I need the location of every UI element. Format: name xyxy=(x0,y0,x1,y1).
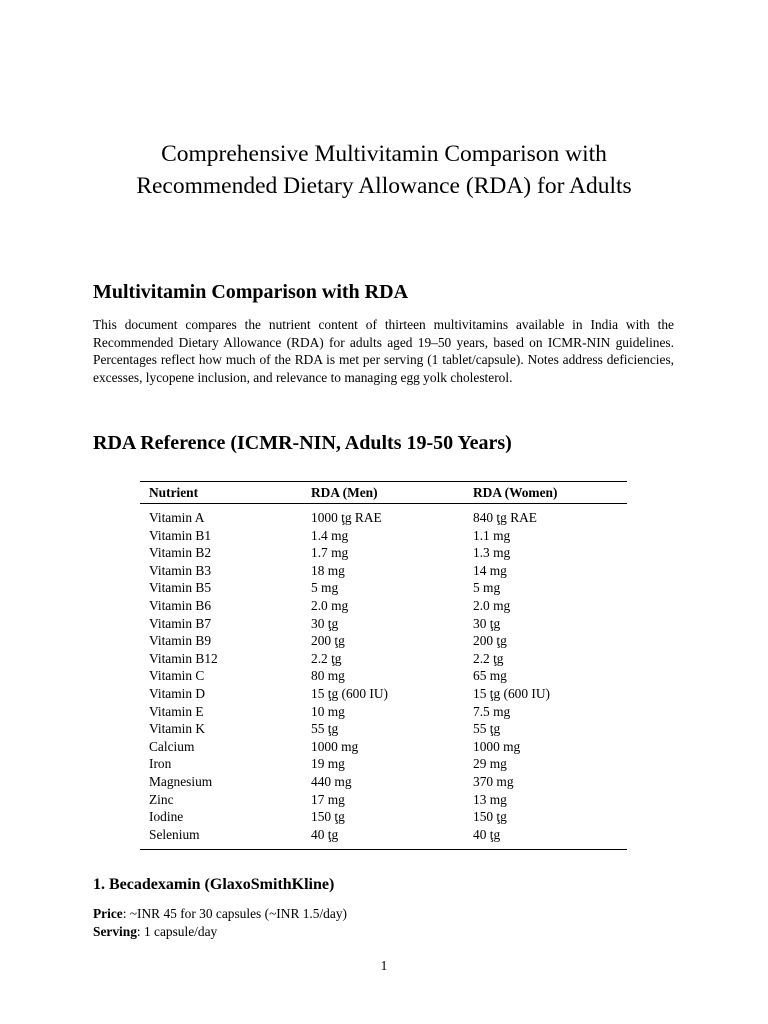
rda-men-cell: 1000 ţg RAE xyxy=(311,510,382,525)
serving-value: : 1 capsule/day xyxy=(136,923,218,939)
rda-men-cell: 10 mg xyxy=(311,703,345,719)
nutrient-cell: Vitamin B2 xyxy=(149,545,212,561)
table-row xyxy=(140,597,627,615)
nutrient-cell: Vitamin E xyxy=(149,703,204,719)
intro-paragraph: This document compares the nutrient content of thirteen multivitamins available in India with the Recommended Dietary Allowance (RDA) for adults aged 19–50 years, based on ICMR-NIN guidelines. Percentages reflect how much of the RDA is met per serving (1 tablet/capsule). Notes address deficiencies, excesses, lycopene inclusion, and relevance to managing egg yolk cholesterol. xyxy=(93,317,674,385)
nutrient-cell: Iodine xyxy=(149,809,184,825)
table-row xyxy=(140,667,627,685)
table-row xyxy=(140,826,627,850)
rda-women-cell: 15 ţg (600 IU) xyxy=(473,685,550,701)
section-heading-rda-reference: RDA Reference (ICMR-NIN, Adults 19-50 Years) xyxy=(93,432,512,454)
table-row xyxy=(140,755,627,773)
rda-men-cell: 2.2 ţg xyxy=(311,650,342,666)
rda-men-cell: 15 ţg (600 IU) xyxy=(311,685,388,701)
price-value: : ~INR 45 for 30 capsules (~INR 1.5/day) xyxy=(122,906,347,921)
rda-men-cell: 1000 mg xyxy=(311,738,359,754)
rda-women-cell: 65 mg xyxy=(473,668,507,684)
rda-men-cell: 2.0 mg xyxy=(311,597,349,613)
rda-men-cell: 1.7 mg xyxy=(311,545,349,561)
table-row xyxy=(140,808,627,826)
product-heading-becadexamin: 1. Becadexamin (GlaxoSmithKline) xyxy=(93,876,335,893)
serving-label: Serving xyxy=(93,923,137,939)
table-row xyxy=(140,738,627,756)
nutrient-cell: Vitamin B5 xyxy=(149,580,212,596)
table-row xyxy=(140,504,627,527)
rda-women-cell: 840 ţg RAE xyxy=(473,510,537,525)
table-row xyxy=(140,703,627,721)
table-row xyxy=(140,685,627,703)
table-row xyxy=(140,579,627,597)
rda-women-cell: 1.3 mg xyxy=(473,545,511,561)
rda-women-cell: 5 mg xyxy=(473,580,501,596)
rda-men-cell: 80 mg xyxy=(311,668,345,684)
document-title xyxy=(60,138,708,202)
nutrient-cell: Vitamin K xyxy=(149,721,206,737)
rda-women-cell: 55 ţg xyxy=(473,721,501,737)
rda-women-cell: 40 ţg xyxy=(473,826,501,842)
rda-women-cell: 1.1 mg xyxy=(473,527,511,543)
rda-men-cell: 1.4 mg xyxy=(311,527,349,543)
table-row xyxy=(140,720,627,738)
table-row xyxy=(140,544,627,562)
nutrient-cell: Vitamin B9 xyxy=(149,633,212,649)
nutrient-cell: Vitamin B7 xyxy=(149,615,212,631)
table-row xyxy=(140,527,627,545)
header-rda-women: RDA (Women) xyxy=(473,485,558,500)
nutrient-cell: Selenium xyxy=(149,826,200,842)
rda-women-cell: 29 mg xyxy=(473,756,507,772)
table-row xyxy=(140,650,627,668)
rda-men-cell: 55 ţg xyxy=(311,721,339,737)
table-row xyxy=(140,562,627,580)
product-info xyxy=(93,905,347,940)
nutrient-cell: Zinc xyxy=(149,791,174,807)
table-row xyxy=(140,615,627,633)
rda-men-cell: 17 mg xyxy=(311,791,345,807)
rda-women-cell: 150 ţg xyxy=(473,809,507,825)
rda-women-cell: 14 mg xyxy=(473,562,507,578)
rda-men-cell: 200 ţg xyxy=(311,633,345,649)
rda-men-cell: 19 mg xyxy=(311,756,345,772)
rda-men-cell: 18 mg xyxy=(311,562,345,578)
nutrient-cell: Iron xyxy=(149,756,172,772)
rda-men-cell: 40 ţg xyxy=(311,826,339,842)
rda-women-cell: 2.2 ţg xyxy=(473,650,504,666)
page-number: 1 xyxy=(380,958,388,973)
nutrient-cell: Vitamin D xyxy=(149,685,206,701)
nutrient-cell: Vitamin A xyxy=(149,510,205,525)
rda-men-cell: 440 mg xyxy=(311,773,352,789)
rda-women-cell: 370 mg xyxy=(473,773,514,789)
title-line-2: Recommended Dietary Allowance (RDA) for Adults xyxy=(136,173,632,199)
rda-women-cell: 7.5 mg xyxy=(473,703,511,719)
rda-women-cell: 30 ţg xyxy=(473,615,501,631)
header-rda-men: RDA (Men) xyxy=(311,485,378,500)
table-header-row xyxy=(140,482,627,504)
table-row xyxy=(140,773,627,791)
rda-table xyxy=(140,481,627,850)
rda-men-cell: 5 mg xyxy=(311,580,339,596)
rda-men-cell: 150 ţg xyxy=(311,809,345,825)
nutrient-cell: Magnesium xyxy=(149,773,213,789)
rda-women-cell: 200 ţg xyxy=(473,633,507,649)
header-nutrient: Nutrient xyxy=(149,485,199,500)
nutrient-cell: Vitamin B12 xyxy=(149,650,218,666)
rda-men-cell: 30 ţg xyxy=(311,615,339,631)
table-row xyxy=(140,791,627,809)
nutrient-cell: Vitamin C xyxy=(149,668,205,684)
nutrient-cell: Vitamin B1 xyxy=(149,527,212,543)
rda-women-cell: 13 mg xyxy=(473,791,507,807)
section-heading-comparison: Multivitamin Comparison with RDA xyxy=(93,281,409,303)
rda-women-cell: 1000 mg xyxy=(473,738,521,754)
title-line-1: Comprehensive Multivitamin Comparison with xyxy=(161,141,607,167)
nutrient-cell: Vitamin B3 xyxy=(149,562,212,578)
rda-women-cell: 2.0 mg xyxy=(473,597,511,613)
price-label: Price xyxy=(93,906,123,921)
nutrient-cell: Vitamin B6 xyxy=(149,597,212,613)
table-row xyxy=(140,632,627,650)
nutrient-cell: Calcium xyxy=(149,738,195,754)
